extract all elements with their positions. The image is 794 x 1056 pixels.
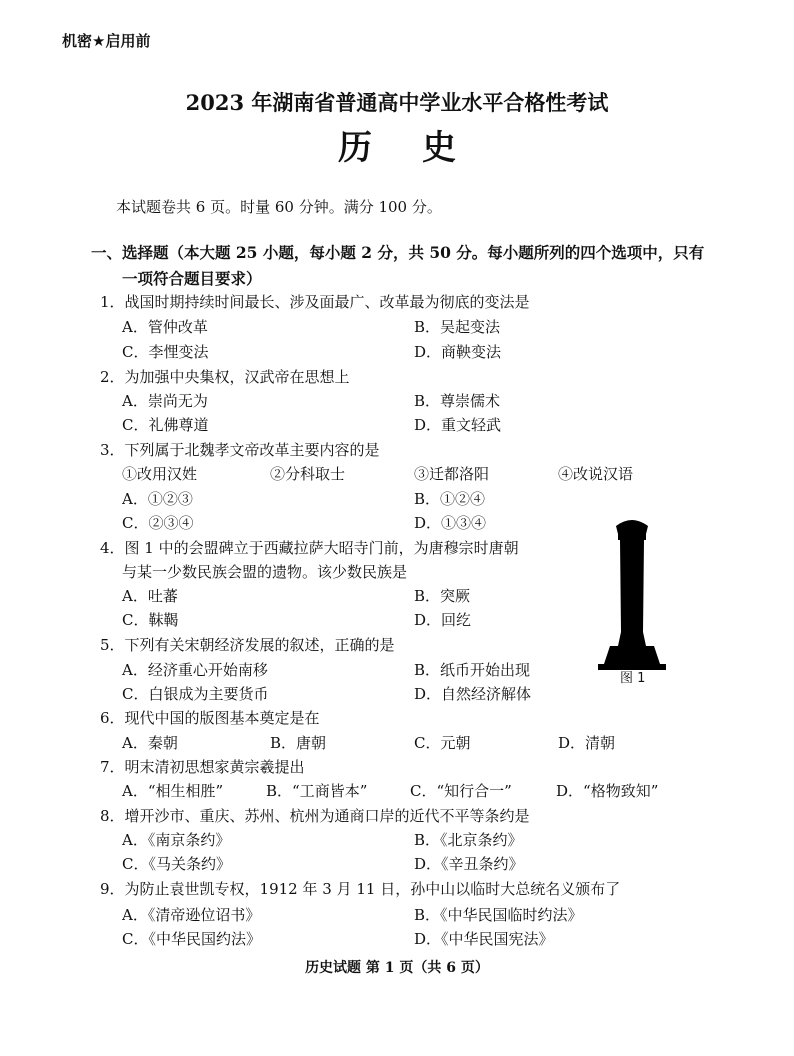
question-3-stem: 3．下列属于北魏孝文帝改革主要内容的是	[100, 441, 380, 459]
question-2-stem: 2．为加强中央集权，汉武帝在思想上	[100, 368, 350, 386]
q8-option-d: D．《辛丑条约》	[414, 855, 524, 873]
q7-option-d: D．“格物致知”	[556, 782, 659, 800]
q6-option-c: C．元朝	[414, 734, 471, 752]
q4-option-a: A．吐蕃	[122, 587, 178, 605]
question-8-stem: 8．增开沙市、重庆、苏州、杭州为通商口岸的近代不平等条约是	[100, 807, 530, 825]
q8-option-a: A．《南京条约》	[122, 831, 231, 849]
q8-option-c: C．《马关条约》	[122, 855, 231, 873]
q5-option-d: D．自然经济解体	[414, 685, 532, 703]
q1-option-d: D．商鞅变法	[414, 343, 502, 361]
q3-item-4: ④改说汉语	[558, 465, 634, 483]
q1-option-b: B．吴起变法	[414, 318, 501, 336]
q9-option-a: A．《清帝逊位诏书》	[122, 906, 261, 924]
q8-option-b: B．《北京条约》	[414, 831, 523, 849]
section-heading-line2: 一项符合题目要求）	[122, 269, 262, 288]
q2-option-d: D．重文轻武	[414, 416, 502, 434]
q2-option-b: B．尊崇儒术	[414, 392, 501, 410]
q6-option-d: D．清朝	[558, 734, 616, 752]
exam-info: 本试题卷共 6 页。时量 60 分钟。满分 100 分。	[116, 198, 442, 216]
stele-icon	[596, 512, 668, 672]
q4-option-c: C．靺鞨	[122, 611, 179, 629]
question-9-stem: 9．为防止袁世凯专权，1912 年 3 月 11 日，孙中山以临时大总统名义颁布了	[100, 880, 621, 898]
q7-option-b: B．“工商皆本”	[266, 782, 368, 800]
q9-option-c: C．《中华民国约法》	[122, 930, 261, 948]
section-heading	[91, 240, 711, 292]
q2-option-a: A．崇尚无为	[122, 392, 208, 410]
question-7-stem: 7．明末清初思想家黄宗羲提出	[100, 758, 305, 776]
q2-option-c: C．礼佛尊道	[122, 416, 209, 434]
q1-option-a: A．管仲改革	[122, 318, 208, 336]
q3-item-1: ①改用汉姓	[122, 465, 198, 483]
q4-option-b: B．突厥	[414, 587, 471, 605]
page-footer: 历史试题 第 1 页（共 6 页）	[305, 960, 489, 976]
q5-option-a: A．经济重心开始南移	[122, 661, 268, 679]
q3-option-b: B．①②④	[414, 490, 486, 508]
q4-option-d: D．回纥	[414, 611, 472, 629]
q7-option-c: C．“知行合一”	[410, 782, 512, 800]
question-6-stem: 6．现代中国的版图基本奠定是在	[100, 709, 320, 727]
figure-caption: 图 1	[620, 671, 646, 686]
q5-option-b: B．纸币开始出现	[414, 661, 531, 679]
q7-option-a: A．“相生相胜”	[122, 782, 224, 800]
exam-title: 2023 年湖南省普通高中学业水平合格性考试	[185, 90, 609, 115]
q3-option-c: C．②③④	[122, 514, 194, 532]
q5-option-c: C．白银成为主要货币	[122, 685, 269, 703]
q6-option-b: B．唐朝	[270, 734, 327, 752]
q9-option-d: D．《中华民国宪法》	[414, 930, 554, 948]
q1-option-c: C．李悝变法	[122, 343, 209, 361]
q9-option-b: B．《中华民国临时约法》	[414, 906, 583, 924]
secret-mark: 机密★启用前	[62, 32, 151, 50]
q6-option-a: A．秦朝	[122, 734, 178, 752]
question-4-stem: 4．图 1 中的会盟碑立于西藏拉萨大昭寺门前，为唐穆宗时唐朝	[100, 539, 519, 557]
section-heading-line1: 一、选择题（本大题 25 小题，每小题 2 分，共 50 分。每小题所列的四个选项中，只有	[91, 243, 705, 262]
q3-option-d: D．①③④	[414, 514, 487, 532]
q3-item-2: ②分科取士	[270, 465, 346, 483]
q3-item-3: ③迁都洛阳	[414, 465, 490, 483]
question-4-stem-line2: 与某一少数民族会盟的遗物。该少数民族是	[122, 563, 408, 581]
question-5-stem: 5．下列有关宋朝经济发展的叙述，正确的是	[100, 636, 395, 654]
question-1-stem: 1．战国时期持续时间最长、涉及面最广、改革最为彻底的变法是	[100, 293, 530, 311]
q3-option-a: A．①②③	[122, 490, 193, 508]
subject-title: 历史	[338, 128, 506, 168]
